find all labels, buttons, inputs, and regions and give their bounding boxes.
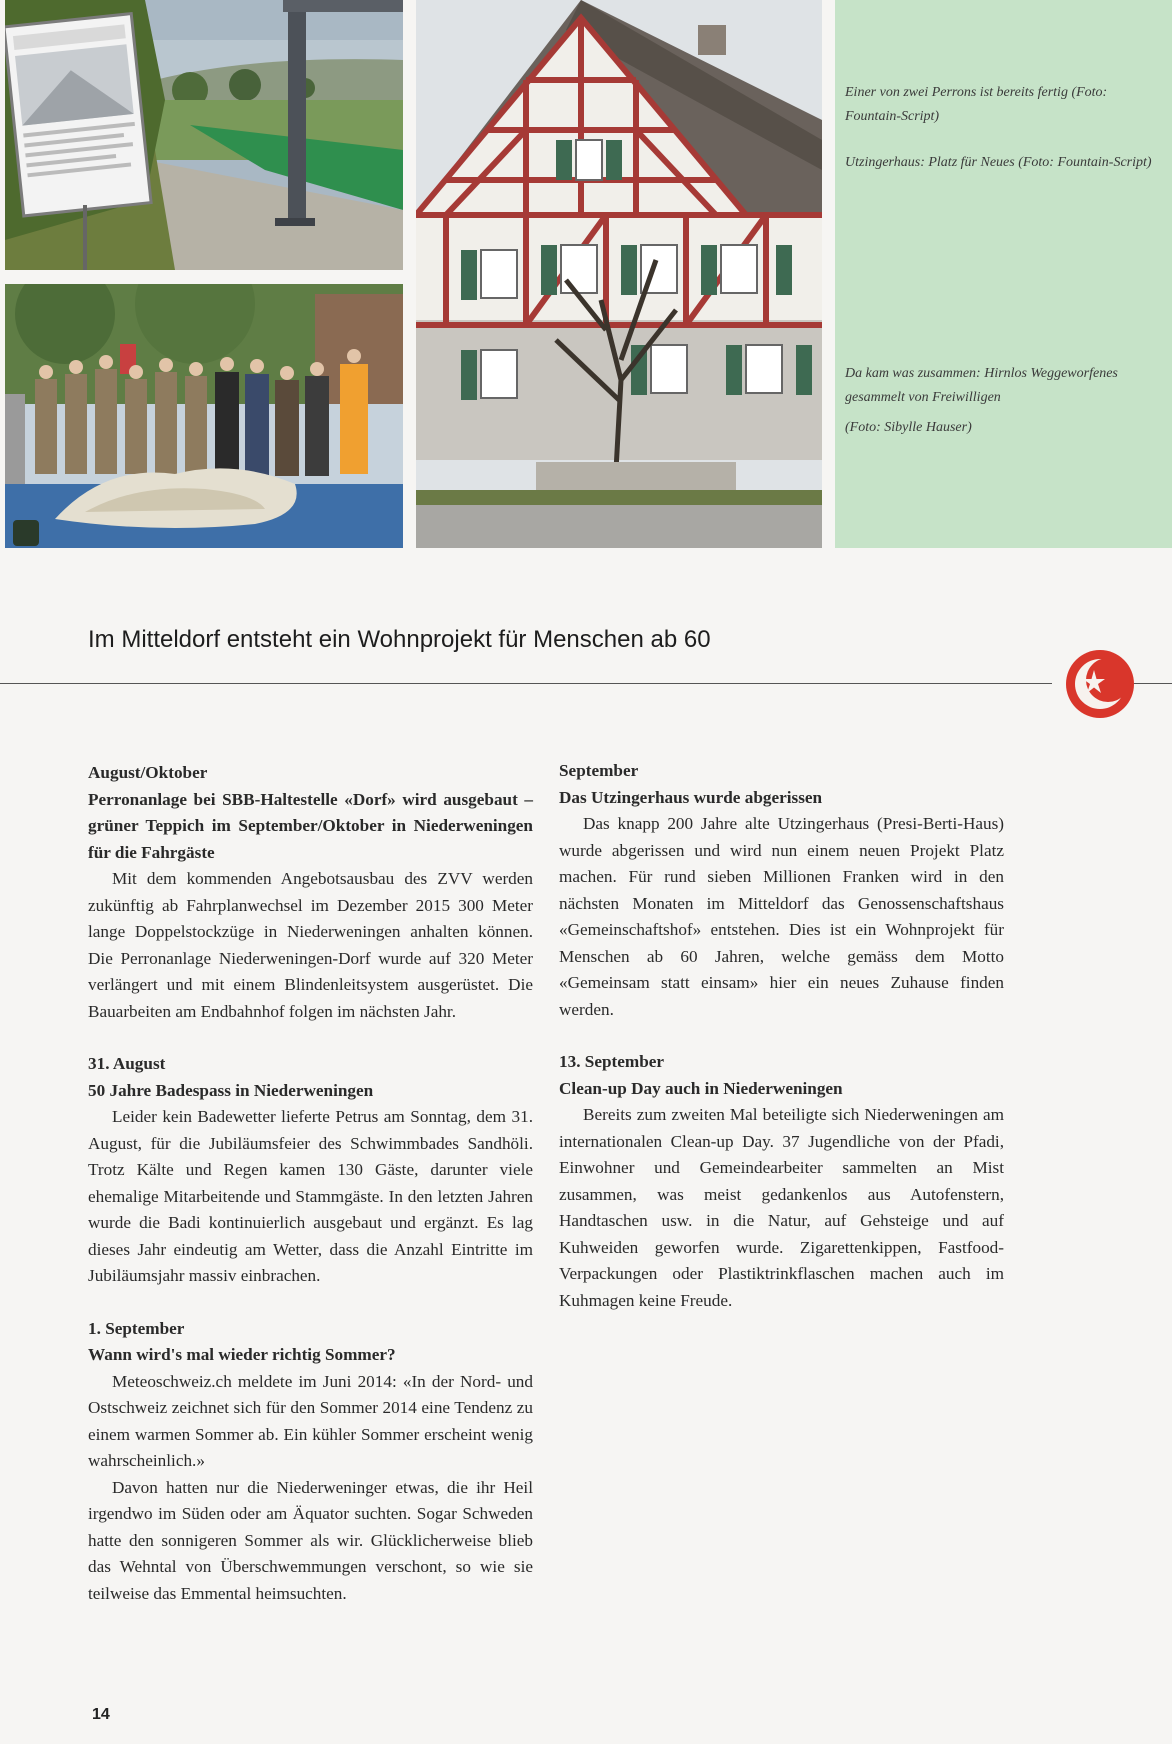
- caption-utzingerhaus: Utzingerhaus: Platz für Neues (Foto: Fountain-Script): [845, 155, 1152, 170]
- caption-cleanup: [845, 362, 1155, 440]
- article-paragraph: Davon hatten nur die Niederweninger etwas, die ihr Heil irgendwo im Süden oder am Äquator suchten. Sogar Schweden hatte den sonnigeren Sommer als wir. Glücklicherweise blieb das Wehntal von Überschwemmungen verschont, so wie sie teilweise das Emmental heimsuchten.: [88, 1477, 533, 1603]
- article-paragraph: Leider kein Badewetter lieferte Petrus am Sonntag, dem 31. August, für die Jubiläumsfeier des Schwimmbades Sandhöli. Trotz Kälte und Regen kamen 130 Gäste, darunter viele ehemalige Mitarbeitende und Stammgäste. In den letzten Jahren wurde die Badi kontinuierlich ausgebaut und ergänzt. Es lag dieses Jahr eindeutig am Wetter, dass die Anzahl Eintritte im Jubiläumsjahr massiv einbrachen.: [88, 1107, 533, 1285]
- article-paragraph: Meteoschweiz.ch meldete im Juni 2014: «In der Nord- und Ostschweiz zeichnet sich für den Sommer 2014 eine Tendenz zu einem warmen Sommer ab. Ein kühler Sommer erscheint wenig wahrscheinlich.»: [88, 1371, 533, 1470]
- article: [559, 1049, 1004, 1314]
- article-title: Das Utzingerhaus wurde abgerissen: [559, 787, 823, 807]
- article-title: 50 Jahre Badespass in Niederweningen: [88, 1080, 374, 1100]
- page-headline: Im Mitteldorf entsteht ein Wohnprojekt für Menschen ab 60: [88, 626, 711, 653]
- municipal-logo-icon: [1064, 648, 1136, 720]
- page-number: 14: [92, 1706, 110, 1723]
- headline-rule: [0, 683, 1052, 684]
- article-title: Perronanlage bei SBB-Haltestelle «Dorf» wird ausgebaut – grüner Teppich im September/Oktober in Niederweningen für die Fahrgäste: [88, 789, 533, 862]
- article: [88, 1316, 533, 1608]
- caption-cleanup-credit: (Foto: Sibylle Hauser): [845, 420, 972, 435]
- article-date: 13. September: [559, 1052, 665, 1071]
- article-date: August/Oktober: [88, 763, 208, 782]
- article-date: 31. August: [88, 1054, 166, 1073]
- photo-station-platform: [5, 0, 403, 270]
- column-left: [88, 760, 533, 1633]
- article-title: Wann wird's mal wieder richtig Sommer?: [88, 1345, 396, 1364]
- photo-cleanup-group: [5, 284, 403, 548]
- caption-station: Einer von zwei Perrons ist bereits fertig (Foto: Fountain-Script): [845, 85, 1108, 124]
- article-title: Clean-up Day auch in Niederweningen: [559, 1078, 843, 1098]
- article: [559, 758, 1004, 1023]
- article: [88, 1051, 533, 1290]
- article-date: September: [559, 761, 639, 780]
- article: [88, 760, 533, 1025]
- caption-cleanup-text: Da kam was zusammen: Hirnlos Weggeworfenes gesammelt von Freiwilligen: [845, 366, 1118, 405]
- photo-utzingerhaus: [416, 0, 822, 548]
- article-paragraph: Bereits zum zweiten Mal beteiligte sich Niederweningen am internationalen Clean-up Day. 37 Jugendliche von der Pfadi, Einwohner und Gemeindearbeiter sammelten an Mist zusammen, was meist gedankenlos aus Autofenstern, Handtaschen usw. in die Natur, auf Gehsteige und auf Kuhweiden geworfen wurde. Zigarettenkippen, Fastfood-Verpackungen oder Plastiktrinkflaschen machen auch im Kuhmagen keine Freude.: [559, 1105, 1004, 1310]
- article-date: 1. September: [88, 1318, 185, 1338]
- article-paragraph: Das knapp 200 Jahre alte Utzingerhaus (Presi-Berti-Haus) wurde abgerissen und wird nun einem neuen Projekt Platz machen. Für rund sieben Millionen Franken wird in den nächsten Monaten im Mitteldorf das Genossenschaftshaus «Gemeinschaftshof» entstehen. Dies ist ein Wohnprojekt für Menschen ab 60 Jahren, welche gemäss dem Motto «Gemeinsam statt einsam» hier ein neues Zuhause finden werden.: [559, 814, 1004, 1019]
- column-right: [559, 758, 1004, 1340]
- caption-panel: [835, 0, 1172, 548]
- article-paragraph: Mit dem kommenden Angebotsausbau des ZVV werden zukünftig ab Fahrplanwechsel im Dezember 2015 300 Meter lange Doppelstockzüge in Niederweningen anhalten können. Die Perronanlage Niederweningen-Dorf wurde auf 320 Meter verlängert und mit einem Blindenleitsystem ausgerüstet. Die Bauarbeiten am Endbahnhof folgen im nächsten Jahr.: [88, 869, 533, 1021]
